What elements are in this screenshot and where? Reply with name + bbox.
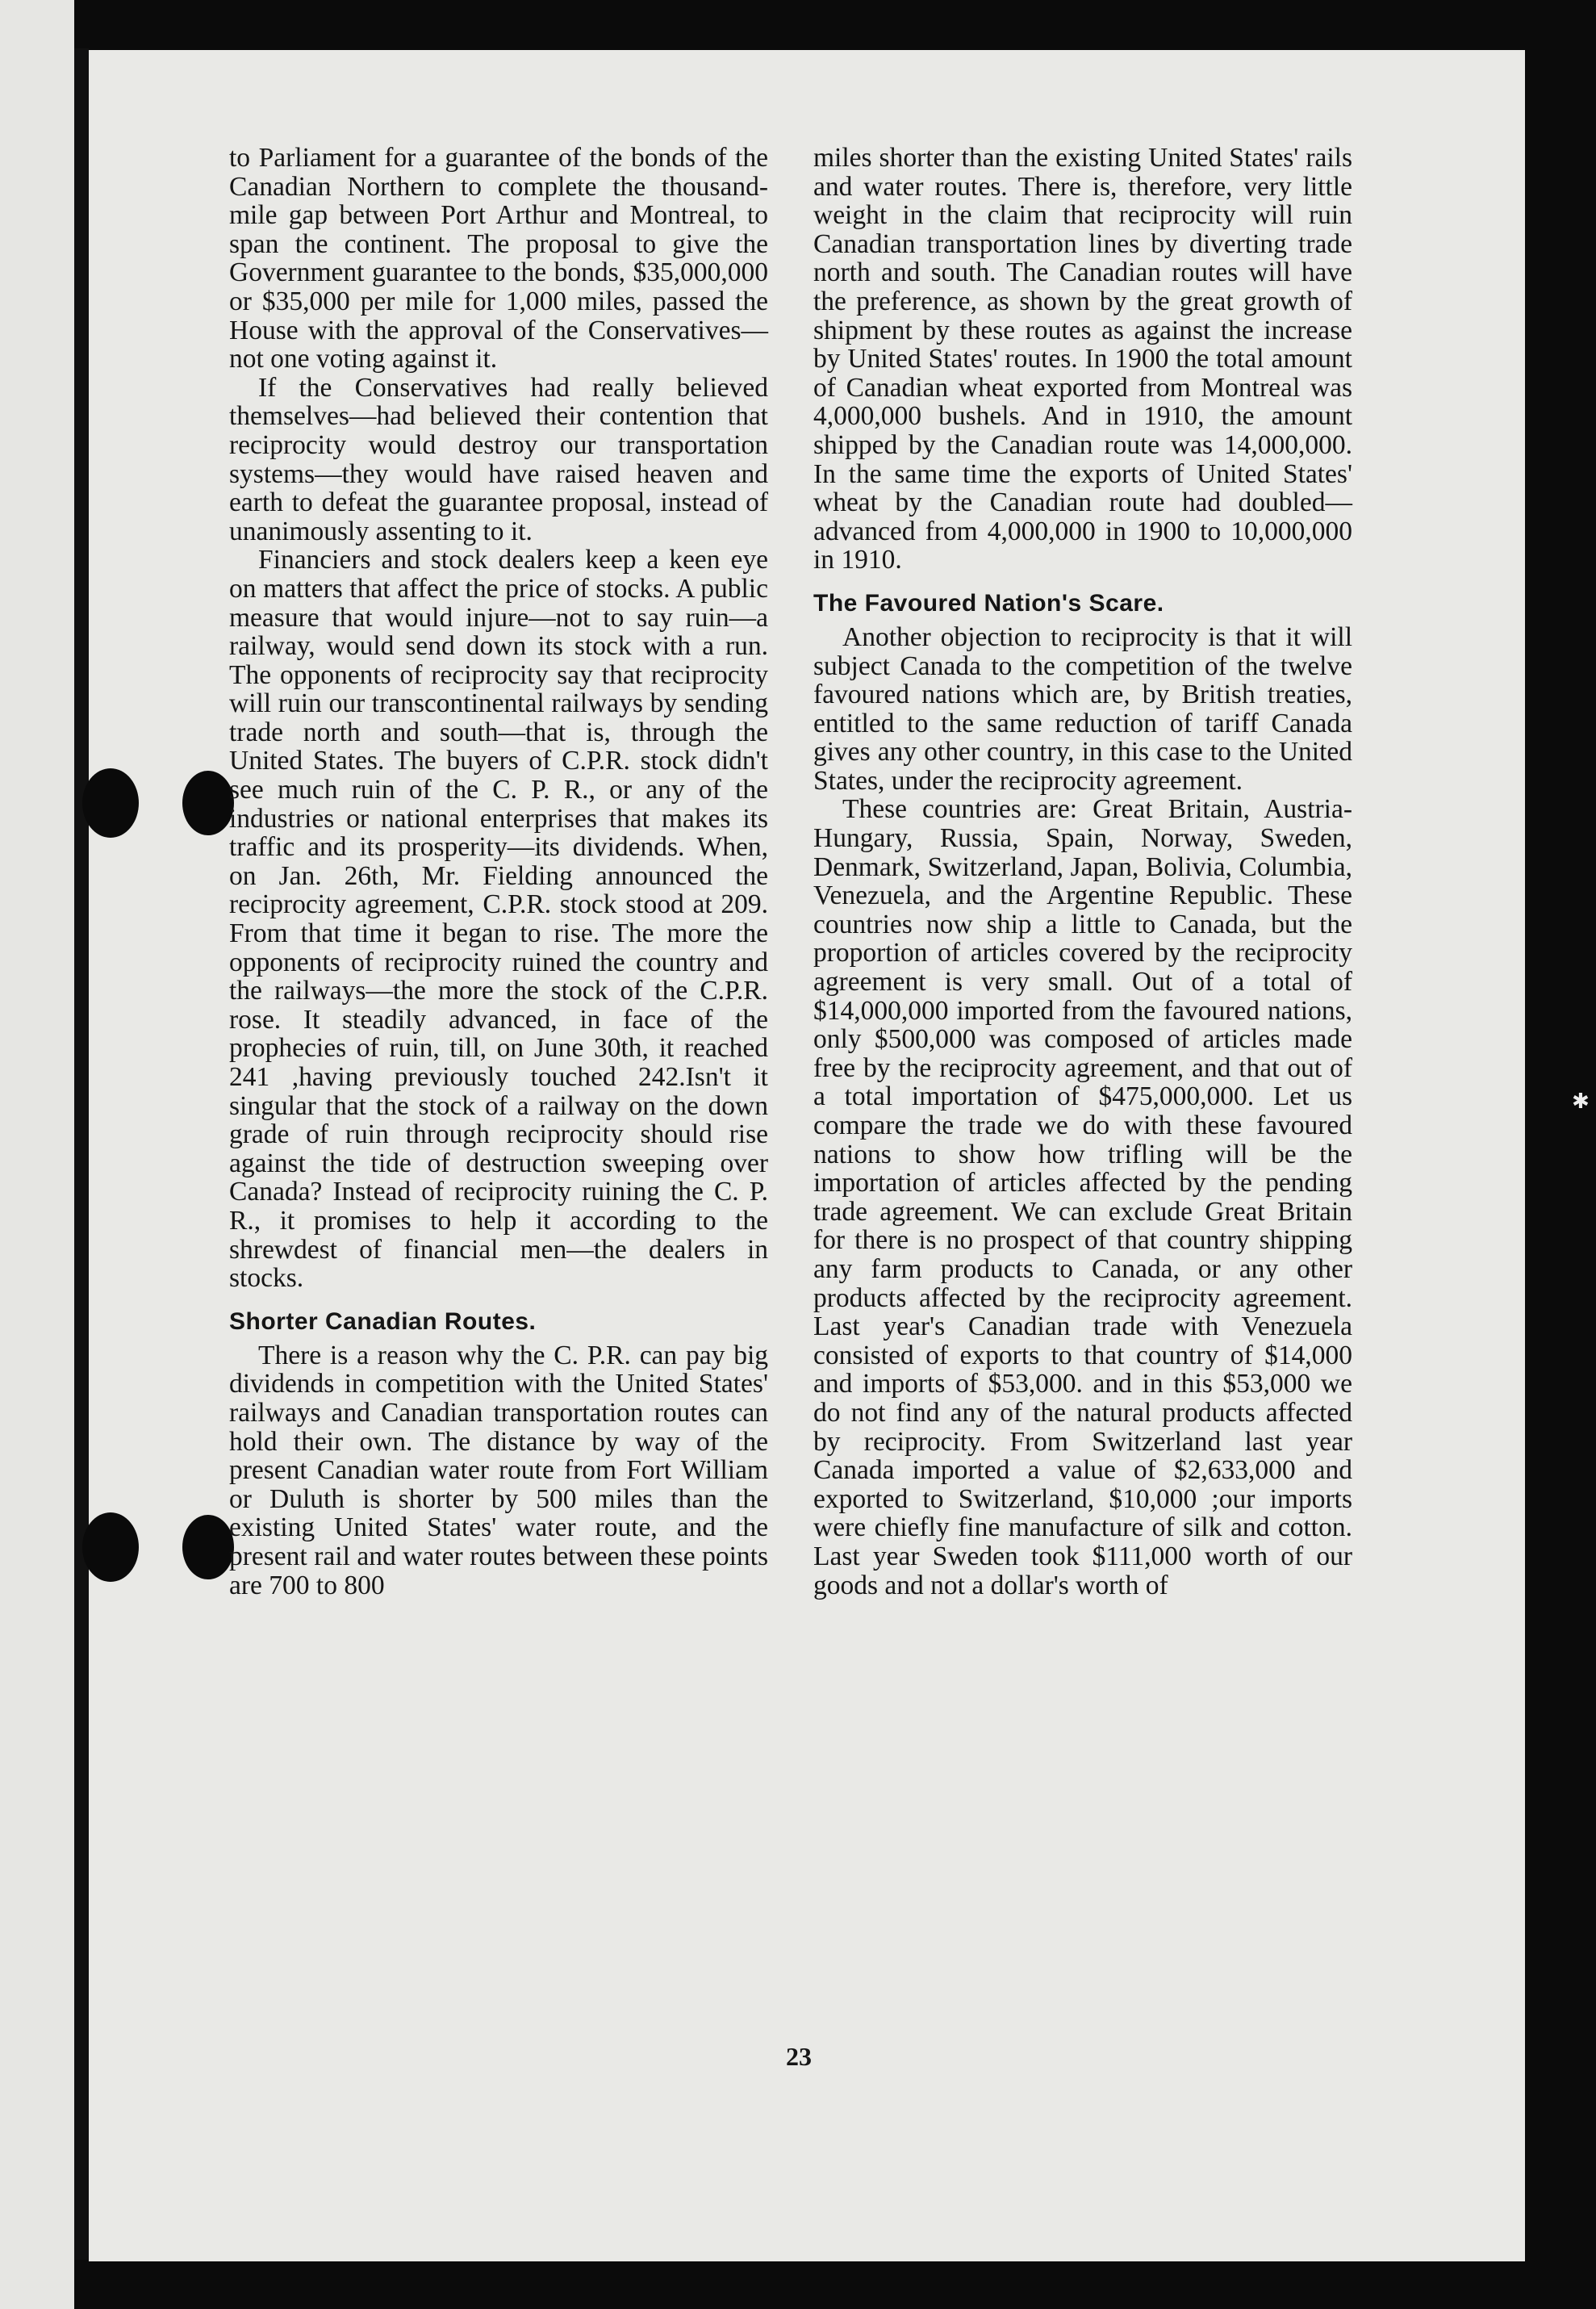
section-heading: The Favoured Nation's Scare.: [813, 589, 1164, 617]
paragraph: to Parliament for a guarantee of the bonds of the Canadian Northern to complete the thousand-mile gap between Port Arthur and Montreal, to span the continent. The proposal to give the Government guarantee to the bonds, $35,000,000 or $35,000 per mile for 1,000 miles, passed the House with the approval of the Conservatives—not one voting against it.: [229, 143, 768, 374]
punch-hole-lower-inner: [182, 1515, 234, 1579]
page-number: 23: [786, 2042, 812, 2071]
paragraph: There is a reason why the C. P.R. can pay big dividends in competition with the United States' railways and Canadian transportation routes can hold their own. The distance by way of the present Canadian water route from Fort William or Duluth is shorter by 500 miles than the existing United States' water route, and the present rail and water routes between these points are 700 to 800: [229, 1340, 768, 1600]
scan-left-margin: [0, 0, 74, 2309]
punch-hole-upper-outer: [82, 768, 139, 838]
left-text-column: [229, 144, 768, 1600]
paragraph: miles shorter than the existing United States' rails and water routes. There is, therefore, very little weight in the claim that reciprocity will ruin Canadian transportation lines by diverting trade north and south. The Canadian routes will have the preference, as shown by the great growth of shipment by these routes as against the increase by United States' routes. In 1900 the total amount of Canadian wheat exported from Montreal was 4,000,000 bushels. And in 1910, the amount shipped by the Canadian route was 14,000,000. In the same time the exports of United States' wheat by the Canadian route had doubled—advanced from 4,000,000 in 1900 to 10,000,000 in 1910.: [813, 143, 1352, 575]
binding-edge: [74, 48, 89, 2260]
punch-hole-lower-outer: [82, 1512, 139, 1582]
punch-hole-upper-inner: [182, 771, 234, 835]
paragraph: If the Conservatives had really believed themselves—had believed their contention that reciprocity would destroy our transportation systems—they would have raised heaven and earth to defeat the guarantee proposal, instead of unanimously assenting to it.: [229, 372, 768, 546]
paragraph: These countries are: Great Britain, Austria-Hungary, Russia, Spain, Norway, Sweden, Denmark, Switzerland, Japan, Bolivia, Columbia, Venezuela, and the Argentine Republic. These countries now ship a little to Canada, but the proportion of articles covered by the reciprocity agreement is very small. Out of a total of $14,000,000 imported from the favoured nations, only $500,000 was composed of articles made free by the reciprocity agreement, and that out of a total importation of $475,000,000. Let us compare the trade we do with these favoured nations to show how trifling will be the importation of articles affected by the pending trade agreement. We can exclude Great Britain for there is no prospect of that country shipping any farm products to Canada, or any other products affected by the reciprocity agreement. Last year's Canadian trade with Venezuela consisted of exports to that country of $14,000 and imports of $53,000. and in this $53,000 we do not find any of the natural products affected by reciprocity. From Switzerland last year Canada imported a value of $2,633,000 and exported to Switzerland, $10,000 ;our imports were chiefly fine manufacture of silk and cotton. Last year Sweden took $111,000 worth of our goods and not a dollar's worth of: [813, 794, 1352, 1600]
section-heading: Shorter Canadian Routes.: [229, 1307, 537, 1335]
paragraph: Financiers and stock dealers keep a keen eye on matters that affect the price of stocks. A public measure that would injure—not to say ruin—a railway, would send down its stock with a run. The opponents of reciprocity say that reciprocity will ruin our transcontinental railways by sending trade north and south—that is, through the United States. The buyers of C.P.R. stock didn't see much ruin of the C. P. R., or any of the industries or national enterprises that makes its traffic and its prosperity—its dividends. When, on Jan. 26th, Mr. Fielding announced the reciprocity agreement, C.P.R. stock stood at 209. From that time it began to rise. The more the opponents of reciprocity ruined the country and the railways—the more the stock of the C.P.R. rose. It steadily advanced, in face of the prophecies of ruin, till, on June 30th, it reached 241 ,having previously touched 242.Isn't it singular that the stock of a railway on the down grade of ruin through reciprocity should rise against the tide of destruction sweeping over Canada? Instead of reciprocity ruining the C. P. R., it promises to help it according to the shrewdest of financial men—the dealers in stocks.: [229, 545, 768, 1294]
right-text-column: [813, 144, 1352, 1600]
scan-artifact-icon: ✱: [1572, 1090, 1590, 1114]
paragraph: Another objection to reciprocity is that it will subject Canada to the competition of the twelve favoured nations which are, by British treaties, entitled to the same reduction of tariff Canada gives any other country, in this case to the United States, under the reciprocity agreement.: [813, 621, 1352, 796]
